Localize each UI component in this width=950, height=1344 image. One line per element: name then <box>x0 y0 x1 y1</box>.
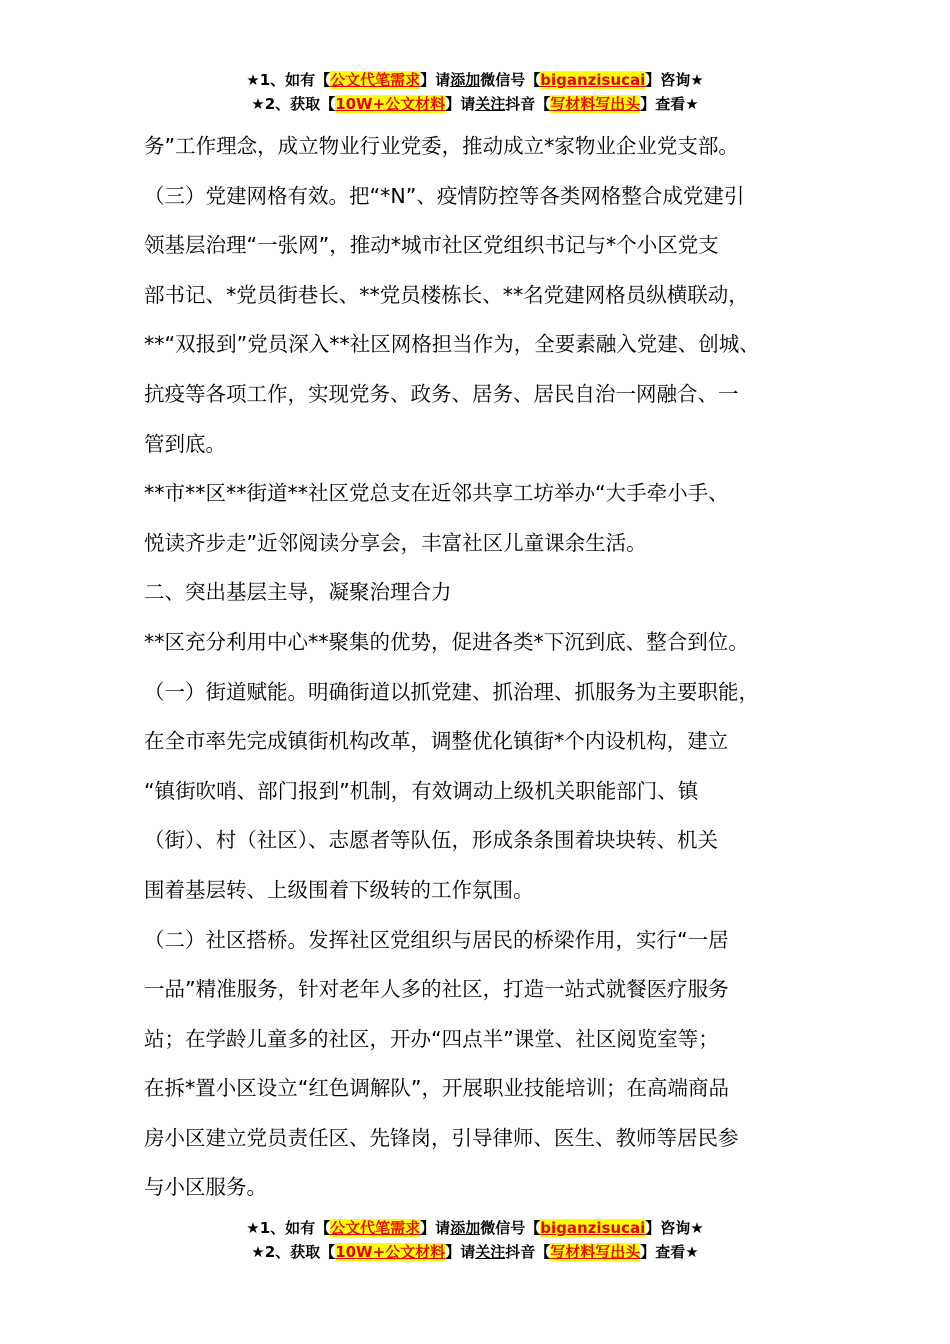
promo-highlight-wechat-id: biganzisucai <box>540 1219 646 1237</box>
section-heading: 二、突出基层主导，凝聚治理合力 <box>144 580 452 605</box>
promo-highlight-materials: 10W+公文材料 <box>335 1243 446 1261</box>
promo-text: 微信号【 <box>480 71 541 89</box>
text-line: （三）党建网格有效。把“*N”、疫情防控等各类网格整合成党建引 <box>144 183 745 208</box>
text-line: 在拆*置小区设立“红色调解队”，开展职业技能培训；在高端商品 <box>144 1076 729 1101</box>
text-line: 领基层治理“一张网”，推动*城市社区党组织书记与*个小区党支 <box>144 233 719 258</box>
document-body <box>144 122 844 1213</box>
promo-highlight-materials: 10W+公文材料 <box>335 95 446 113</box>
promo-text: 微信号【 <box>480 1219 541 1237</box>
promo-line-2 <box>0 1240 950 1264</box>
text-line: 部书记、*党员街巷长、**党员楼栋长、**名党建网格员纵横联动， <box>144 282 749 307</box>
promo-text: 】请 <box>445 1243 476 1261</box>
text-line: **区充分利用中心**聚集的优势，促进各类*下沉到底、整合到位。 <box>144 629 749 654</box>
promo-text: 】请 <box>420 1219 451 1237</box>
text-line: （街）、村（社区）、志愿者等队伍，形成条条围着块块转、机关 <box>144 828 718 853</box>
text-line: 房小区建立党员责任区、先锋岗，引导律师、医生、教师等居民参 <box>144 1125 739 1150</box>
promo-text: 抖音【 <box>505 1243 551 1261</box>
promo-text: 】请 <box>420 71 451 89</box>
promo-underlined-text: 添加 <box>450 1219 481 1237</box>
promo-highlight-wechat-id: biganzisucai <box>540 71 646 89</box>
promo-highlight-douyin: 写材料写出头 <box>550 1243 641 1261</box>
promo-line-1 <box>0 1216 950 1240</box>
promo-underlined-text: 关注 <box>475 1243 506 1261</box>
promo-highlight-writing-service: 公文代笔需求 <box>330 1219 421 1237</box>
text-line: （二）社区搭桥。发挥社区党组织与居民的桥梁作用，实行“一居 <box>144 927 729 952</box>
promo-text: ★2、获取【 <box>251 1243 336 1261</box>
text-line: 务”工作理念，成立物业行业党委，推动成立*家物业企业党支部。 <box>144 134 739 158</box>
promo-text: ★2、获取【 <box>251 95 336 113</box>
text-line: “镇街吹哨、部门报到”机制，有效调动上级机关职能部门、镇 <box>144 778 699 803</box>
promo-highlight-writing-service: 公文代笔需求 <box>330 71 421 89</box>
text-line: **“双报到”党员深入**社区网格担当作为，全要素融入党建、创城、 <box>144 332 760 357</box>
text-line: 管到底。 <box>144 431 226 456</box>
promo-underlined-text: 添加 <box>450 71 481 89</box>
promo-banner-top <box>0 68 950 116</box>
text-line: **市**区**街道**社区党总支在近邻共享工坊举办“大手牵小手、 <box>144 481 729 506</box>
promo-banner-bottom <box>0 1216 950 1264</box>
promo-text: 】查看★ <box>640 95 699 113</box>
promo-underlined-text: 关注 <box>475 95 506 113</box>
text-line: 站；在学龄儿童多的社区，开办“四点半”课堂、社区阅览室等； <box>144 1026 719 1051</box>
promo-text: 】查看★ <box>640 1243 699 1261</box>
promo-line-2 <box>0 92 950 116</box>
text-line: 抗疫等各项工作，实现党务、政务、居务、居民自治一网融合、一 <box>144 381 739 406</box>
text-line: （一）街道赋能。明确街道以抓党建、抓治理、抓服务为主要职能， <box>144 679 759 704</box>
promo-highlight-douyin: 写材料写出头 <box>550 95 641 113</box>
text-line: 悦读齐步走”近邻阅读分享会，丰富社区儿童课余生活。 <box>144 530 647 555</box>
text-line: 在全市率先完成镇街机构改革，调整优化镇街*个内设机构，建立 <box>144 729 729 754</box>
promo-text: ★1、如有【 <box>246 1219 331 1237</box>
text-line: 围着基层转、上级围着下级转的工作氛围。 <box>144 877 534 902</box>
promo-text: 】咨询★ <box>645 1219 704 1237</box>
promo-line-1 <box>0 68 950 92</box>
promo-text: ★1、如有【 <box>246 71 331 89</box>
text-line: 与小区服务。 <box>144 1175 267 1200</box>
promo-text: 】请 <box>445 95 476 113</box>
text-line: 一品”精准服务，针对老年人多的社区，打造一站式就餐医疗服务 <box>144 977 729 1002</box>
promo-text: 抖音【 <box>505 95 551 113</box>
promo-text: 】咨询★ <box>645 71 704 89</box>
